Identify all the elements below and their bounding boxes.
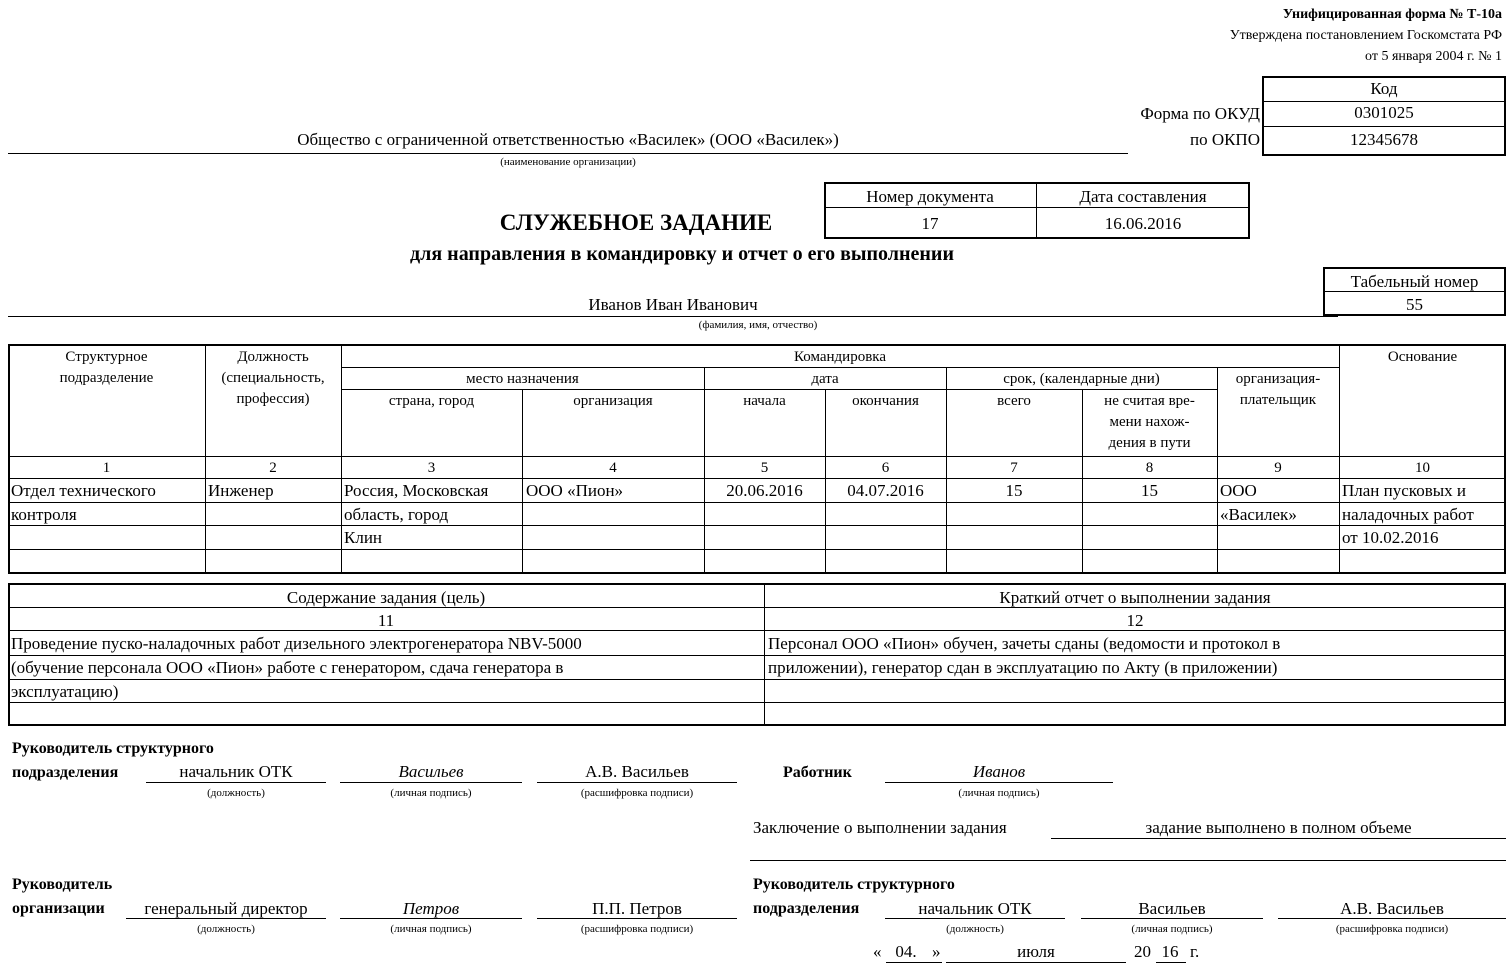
form-name: Унифицированная форма № Т-10а (1282, 7, 1502, 22)
caption-position: (должность) (207, 787, 265, 799)
doc-number-label: Номер документа (866, 187, 994, 206)
col-num: 6 (881, 460, 890, 476)
caption-sign: (личная подпись) (390, 923, 472, 935)
caption-position: (должность) (197, 923, 255, 935)
date-year-prefix: 20 (1134, 942, 1151, 961)
td-start: 20.06.2016 (726, 481, 803, 500)
th-org: организация (573, 393, 653, 409)
dept2-sign: Васильев (1138, 899, 1206, 918)
col-num: 3 (427, 460, 436, 476)
dept2-position: начальник ОТК (918, 899, 1032, 918)
organization-name: Общество с ограниченной ответственностью «Василек» (ООО «Василек») (297, 130, 839, 149)
dept2-label-2: подразделения (753, 900, 860, 917)
content-line-2: (обучение персонала ООО «Пион» работе с генератором, сдача генератора в (11, 658, 564, 677)
date-quote-open: « (873, 942, 882, 961)
col-num: 1 (102, 460, 111, 476)
td-basis-2: наладочных работ (1342, 505, 1474, 524)
col-num: 9 (1274, 460, 1282, 476)
td-end: 04.07.2016 (847, 481, 924, 500)
organization-caption: (наименование организации) (500, 156, 636, 168)
org-head-name: П.П. Петров (592, 899, 682, 918)
dept-head-position: начальник ОТК (179, 762, 293, 781)
worker-sign: Иванов (972, 762, 1026, 781)
col-num: 2 (269, 460, 277, 476)
dept-head-name: А.В. Васильев (585, 762, 689, 781)
org-head-sign: Петров (402, 899, 460, 918)
th-content: Содержание задания (цель) (286, 588, 486, 607)
report-num: 12 (1126, 611, 1144, 630)
page-title: СЛУЖЕБНОЕ ЗАДАНИЕ (499, 210, 773, 235)
th-country: страна, город (388, 393, 475, 409)
td-city-3: Клин (344, 528, 383, 547)
tab-number-label: Табельный номер (1350, 272, 1479, 291)
employee-name: Иванов Иван Иванович (588, 295, 758, 314)
caption-name: (расшифровка подписи) (1335, 923, 1449, 935)
td-payer-2: «Василек» (1220, 505, 1297, 524)
page-subtitle: для направления в командировку и отчет о его выполнении (410, 243, 954, 265)
th-start: начала (743, 393, 786, 409)
okud-label: Форма по ОКУД (1140, 104, 1260, 123)
doc-date-label: Дата составления (1079, 187, 1207, 206)
date-year: 16 (1161, 942, 1179, 961)
okpo-value: 12345678 (1350, 130, 1418, 149)
th-position: Должность (специальность, профессия) (221, 349, 325, 407)
date-month: июля (1017, 942, 1055, 961)
employee-caption: (фамилия, имя, отчество) (698, 319, 818, 331)
approved-text: Утверждена постановлением Госкомстата РФ (1229, 28, 1502, 43)
td-excl: 15 (1141, 481, 1158, 500)
dept2-name: А.В. Васильев (1340, 899, 1444, 918)
dept-head-label-1: Руководитель структурного (12, 740, 214, 757)
th-total: всего (997, 393, 1031, 409)
th-trip: Командировка (793, 349, 886, 365)
th-payer: организация-плательщик (1235, 371, 1321, 408)
date-year-suffix: г. (1190, 942, 1200, 961)
td-payer-1: ООО (1220, 481, 1257, 500)
th-destination: место назначения (466, 371, 579, 387)
dept2-label-1: Руководитель структурного (753, 876, 955, 893)
org-head-label-2: организации (12, 900, 105, 917)
caption-name: (расшифровка подписи) (580, 923, 694, 935)
col-num: 5 (760, 460, 769, 476)
caption-sign: (личная подпись) (1131, 923, 1213, 935)
report-line-2: приложении), генератор сдан в эксплуатацию по Акту (в приложении) (768, 658, 1278, 677)
td-city-1: Россия, Московская (344, 481, 489, 500)
okud-value: 0301025 (1354, 103, 1414, 122)
td-basis-3: от 10.02.2016 (1342, 528, 1439, 547)
th-basis: Основание (1387, 349, 1458, 365)
td-total: 15 (1005, 481, 1023, 500)
code-label: Код (1370, 79, 1398, 98)
th-excl: не считая вре-мени нахож-дения в пути (1104, 393, 1195, 451)
conclusion-value: задание выполнено в полном объеме (1145, 818, 1412, 837)
col-num: 8 (1145, 460, 1154, 476)
td-city-2: область, город (344, 505, 449, 524)
dept-head-sign: Васильев (398, 762, 464, 781)
caption-sign: (личная подпись) (390, 787, 472, 799)
doc-date: 16.06.2016 (1104, 214, 1182, 233)
td-org: ООО «Пион» (526, 481, 624, 500)
content-line-3: эксплуатацию) (11, 682, 119, 701)
date-day: 04. (895, 942, 917, 961)
content-num: 11 (377, 611, 395, 630)
conclusion-label: Заключение о выполнении задания (753, 818, 1007, 837)
th-report: Краткий отчет о выполнении задания (999, 588, 1271, 607)
col-num: 4 (609, 460, 617, 476)
okpo-label: по ОКПО (1189, 130, 1260, 149)
td-dept-2: контроля (11, 505, 77, 524)
report-line-1: Персонал ООО «Пион» обучен, зачеты сданы (ведомости и протокол в (768, 634, 1281, 653)
th-term: срок, (календарные дни) (1003, 371, 1160, 387)
approved-date: от 5 января 2004 г. № 1 (1365, 49, 1502, 64)
th-dept: Структурное подразделение (59, 349, 154, 386)
td-basis-1: План пусковых и (1342, 481, 1466, 500)
caption-position: (должность) (946, 923, 1004, 935)
content-line-1: Проведение пуско-наладочных работ дизельного электрогенератора NBV-5000 (11, 634, 582, 653)
dept-head-label-2: подразделения (12, 764, 119, 781)
tab-number: 55 (1406, 295, 1423, 314)
org-head-label-1: Руководитель (12, 876, 113, 893)
td-position: Инженер (208, 481, 274, 500)
doc-number: 17 (921, 214, 939, 233)
caption-name: (расшифровка подписи) (580, 787, 694, 799)
org-head-position: генеральный директор (144, 899, 308, 918)
col-num: 10 (1415, 460, 1430, 476)
th-date: дата (811, 371, 839, 387)
col-num: 7 (1010, 460, 1018, 476)
date-quote-close: » (932, 942, 941, 961)
th-end: окончания (852, 393, 919, 409)
caption-sign: (личная подпись) (958, 787, 1040, 799)
worker-label: Работник (783, 764, 852, 781)
td-dept-1: Отдел технического (11, 481, 156, 500)
